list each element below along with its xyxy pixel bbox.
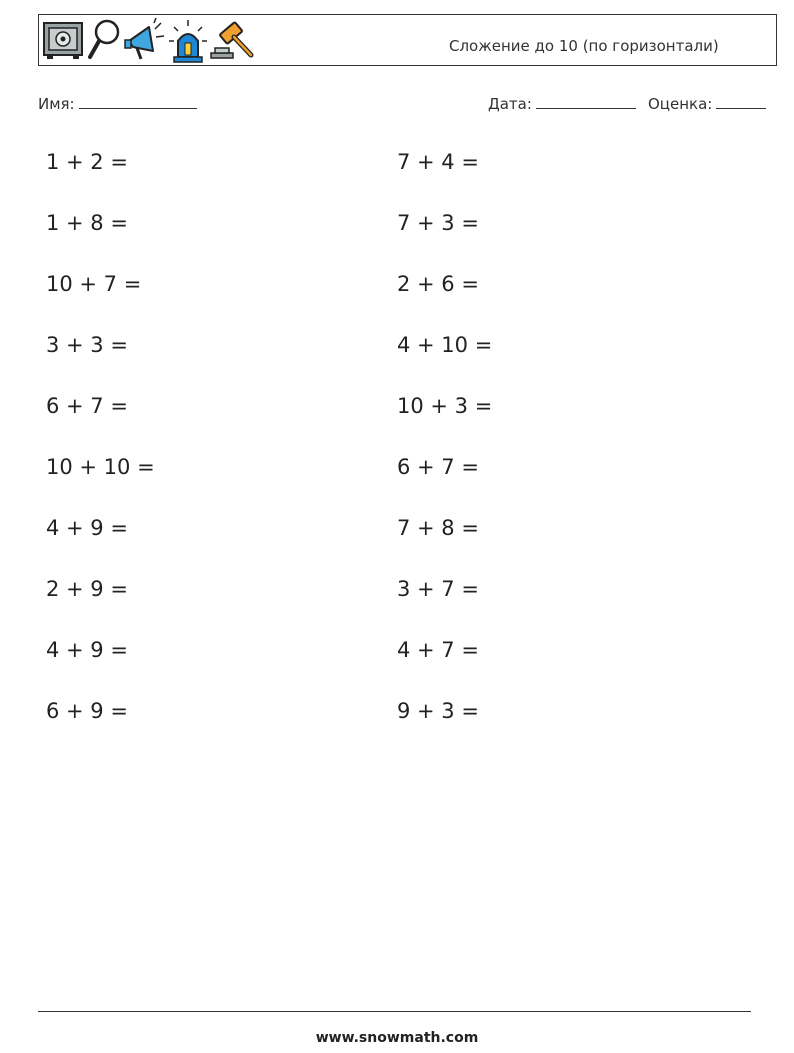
date-line[interactable]: [536, 94, 636, 109]
problem-right-1: 7 + 4 =: [397, 150, 479, 174]
name-line[interactable]: [79, 94, 197, 109]
grade-label: Оценка:: [648, 95, 713, 113]
problem-right-10: 9 + 3 =: [397, 699, 479, 723]
siren-icon: [168, 17, 208, 63]
problem-right-8: 3 + 7 =: [397, 577, 479, 601]
problem-right-2: 7 + 3 =: [397, 211, 479, 235]
problem-left-1: 1 + 2 =: [46, 150, 128, 174]
problem-left-4: 3 + 3 =: [46, 333, 128, 357]
grade-line[interactable]: [716, 94, 766, 109]
header-icons: [41, 17, 255, 63]
problem-left-8: 2 + 9 =: [46, 577, 128, 601]
date-label: Дата:: [488, 95, 532, 113]
problem-right-9: 4 + 7 =: [397, 638, 479, 662]
magnifier-icon: [86, 17, 122, 63]
grade-field: [648, 94, 766, 113]
safe-icon: [41, 17, 85, 63]
date-field: [488, 94, 636, 113]
problem-right-4: 4 + 10 =: [397, 333, 493, 357]
footer-divider: [38, 1011, 751, 1012]
problem-left-6: 10 + 10 =: [46, 455, 155, 479]
problem-right-7: 7 + 8 =: [397, 516, 479, 540]
footer-url[interactable]: www.snowmath.com: [315, 1030, 479, 1046]
name-field: [38, 94, 197, 113]
problem-left-2: 1 + 8 =: [46, 211, 128, 235]
megaphone-icon: [123, 17, 167, 63]
problem-left-10: 6 + 9 =: [46, 699, 128, 723]
problem-right-5: 10 + 3 =: [397, 394, 493, 418]
problem-left-3: 10 + 7 =: [46, 272, 142, 296]
worksheet-header: [38, 14, 777, 66]
name-label: Имя:: [38, 95, 75, 113]
problem-left-5: 6 + 7 =: [46, 394, 128, 418]
problem-right-6: 6 + 7 =: [397, 455, 479, 479]
problem-left-9: 4 + 9 =: [46, 638, 128, 662]
gavel-icon: [209, 17, 255, 63]
worksheet-title: Сложение до 10 (по горизонтали): [449, 37, 719, 55]
problem-left-7: 4 + 9 =: [46, 516, 128, 540]
problem-right-3: 2 + 6 =: [397, 272, 479, 296]
